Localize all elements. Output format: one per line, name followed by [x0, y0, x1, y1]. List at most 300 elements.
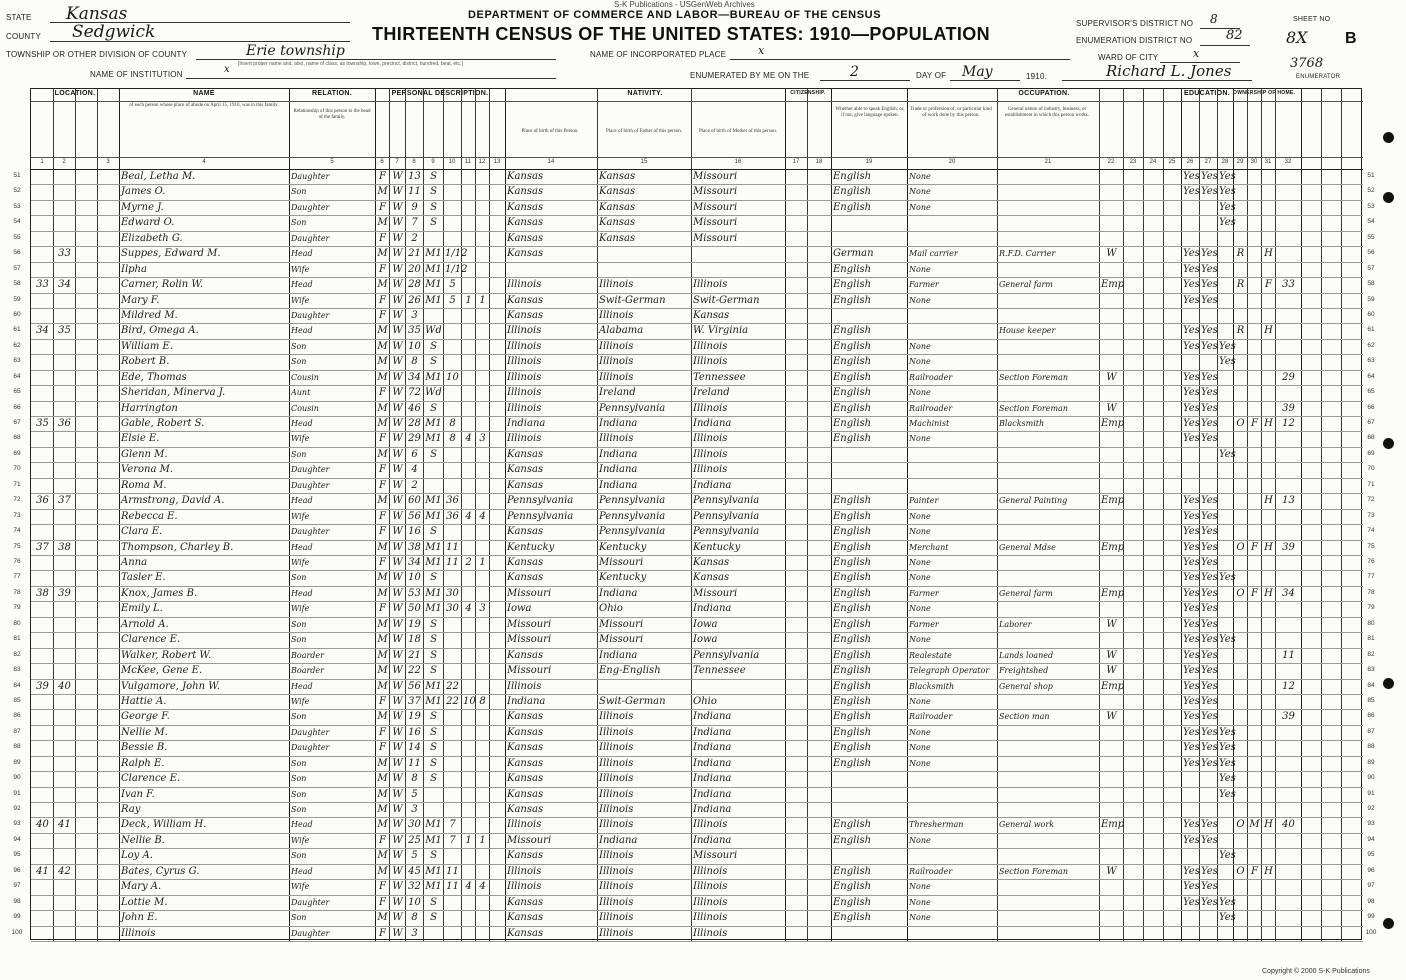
cell-age: 8 — [411, 356, 418, 368]
cell-sex: F — [379, 232, 386, 244]
column-number: 19 — [865, 159, 873, 165]
cell-name: Hattie A. — [121, 695, 167, 707]
cell-ms: Wd — [425, 325, 442, 337]
cell-race: W — [392, 232, 403, 244]
cell-age: 6 — [411, 448, 418, 460]
cell-name: Carner, Rolin W. — [121, 279, 204, 291]
column-divider — [97, 89, 98, 941]
cell-read: Yes — [1183, 526, 1200, 538]
row-number: 60 — [1367, 310, 1375, 318]
cell-ms: S — [430, 773, 437, 785]
cell-farm: H — [1264, 495, 1273, 507]
row-number: 77 — [13, 573, 21, 581]
cell-pob: Kansas — [507, 171, 544, 182]
year-suffix: 1910. — [1026, 72, 1048, 81]
cell-fpob: Illinois — [599, 279, 634, 291]
cell-lang: English — [833, 387, 872, 399]
cell-mpob: Kentucky — [693, 541, 741, 553]
cell-yrs: 11 — [446, 541, 459, 553]
cell-race: W — [392, 526, 403, 538]
cell-ms: S — [430, 726, 437, 738]
cell-fpob: Indiana — [599, 464, 638, 476]
cell-mpob: Indiana — [693, 726, 732, 738]
cell-name: Deck, William H. — [121, 819, 207, 831]
cell-sex: F — [379, 464, 386, 476]
institution-value: x — [224, 64, 230, 75]
cell-rel: Son — [291, 341, 307, 351]
cell-rel: Wife — [291, 835, 310, 845]
cell-yrs: 1/12 — [445, 248, 468, 260]
day-of-label: DAY OF — [916, 71, 947, 80]
column-divider — [907, 89, 908, 941]
cell-rel: Daughter — [291, 233, 330, 243]
cell-pob: Illinois — [507, 340, 542, 352]
cell-ind: Section Foreman — [999, 866, 1068, 876]
cell-race: W — [392, 402, 403, 414]
cell-trade: None — [909, 573, 931, 583]
cell-pob: Kansas — [507, 479, 544, 491]
cell-race: W — [392, 371, 403, 383]
stamp-number: 3768 — [1290, 56, 1324, 71]
row-number: 82 — [13, 650, 21, 658]
cell-race: W — [392, 695, 403, 707]
cell-ms: S — [430, 340, 437, 352]
cell-age: 56 — [408, 680, 421, 692]
row-number: 81 — [1367, 635, 1375, 643]
cell-age: 30 — [408, 819, 421, 831]
cell-own: O — [1236, 819, 1245, 831]
cell-rel: Head — [291, 249, 313, 259]
column-divider — [1261, 89, 1262, 941]
cell-sex: M — [377, 217, 388, 229]
cell-fpob: Kentucky — [599, 541, 647, 553]
cell-emp: Emp — [1101, 587, 1125, 599]
cell-trade: Railroader — [909, 866, 953, 876]
cell-name: George F. — [121, 711, 170, 723]
column-divider — [489, 89, 490, 941]
cell-trade: None — [909, 341, 931, 351]
cell-yrs: 11 — [446, 881, 459, 893]
row-number: 92 — [1367, 805, 1375, 813]
row-number: 88 — [1367, 743, 1375, 751]
cell-fpob: Ohio — [599, 603, 623, 615]
cell-age: 29 — [408, 433, 421, 445]
cell-name: Ede, Thomas — [121, 371, 187, 383]
row-number: 63 — [13, 357, 21, 365]
row-number: 75 — [13, 542, 21, 550]
ward-label: WARD OF CITY — [1098, 53, 1159, 62]
cell-trade: Realestate — [909, 650, 952, 660]
cell-sched: 33 — [1282, 279, 1295, 291]
cell-school: Yes — [1219, 572, 1236, 584]
cell-pob: Kansas — [507, 773, 544, 785]
cell-age: 3 — [411, 804, 418, 816]
cell-age: 28 — [408, 279, 421, 291]
cell-mpob: Missouri — [693, 850, 738, 862]
cell-dwelling: 39 — [36, 680, 49, 692]
punch-hole — [1383, 132, 1394, 143]
township-label: TOWNSHIP OR OTHER DIVISION OF COUNTY — [6, 50, 188, 59]
row-number: 56 — [13, 249, 21, 257]
column-divider — [1247, 89, 1248, 941]
cell-read: Yes — [1183, 649, 1200, 661]
cell-fpob: Kentucky — [599, 572, 647, 584]
cell-mpob: Swit-German — [693, 294, 760, 306]
township-line — [196, 59, 556, 60]
cell-race: W — [392, 495, 403, 507]
cell-write: Yes — [1201, 557, 1218, 568]
cell-emp: Emp — [1101, 819, 1125, 831]
row-number: 93 — [1367, 820, 1375, 828]
cell-free: F — [1251, 587, 1258, 599]
cell-race: W — [392, 479, 403, 491]
column-number: 30 — [1250, 159, 1258, 165]
cell-sex: M — [377, 448, 388, 460]
row-number: 78 — [13, 588, 21, 596]
column-number: 1 — [40, 159, 44, 165]
group-personal: PERSONAL DESCRIPTION. — [391, 90, 489, 97]
cell-ms: S — [430, 757, 437, 769]
cell-name: Nellie B. — [121, 834, 165, 846]
cell-read: Yes — [1183, 495, 1200, 507]
cell-born: 1 — [465, 834, 472, 846]
cell-fpob: Missouri — [599, 618, 644, 630]
cell-read: Yes — [1183, 881, 1200, 893]
cell-mpob: Illinois — [693, 356, 728, 368]
cell-trade: None — [909, 696, 931, 706]
cell-race: W — [392, 680, 403, 692]
cell-lang: English — [833, 279, 872, 291]
cell-rel: Wife — [291, 604, 310, 614]
cell-lang: English — [833, 186, 872, 198]
cell-rel: Son — [291, 851, 307, 861]
cell-dwelling: 41 — [36, 865, 49, 877]
cell-yrs: 5 — [449, 294, 456, 306]
cell-rel: Aunt — [291, 388, 311, 398]
cell-pob: Kansas — [507, 557, 544, 568]
row-number: 52 — [13, 187, 21, 195]
column-divider — [75, 89, 76, 941]
cell-family: 37 — [58, 495, 71, 507]
column-divider — [375, 89, 376, 941]
cell-pob: Kansas — [507, 896, 544, 908]
cell-sex: M — [377, 356, 388, 368]
cell-fpob: Eng-English — [599, 665, 661, 677]
cell-read: Yes — [1183, 387, 1200, 399]
cell-ms: S — [430, 649, 437, 661]
row-number: 67 — [1367, 419, 1375, 427]
cell-pob: Kansas — [507, 927, 544, 939]
column-divider — [1181, 89, 1182, 941]
cell-race: W — [392, 881, 403, 893]
cell-read: Yes — [1183, 263, 1200, 275]
cell-race: W — [392, 572, 403, 584]
row-number: 93 — [13, 820, 21, 828]
cell-name: Ralph E. — [121, 757, 165, 769]
column-divider — [475, 89, 476, 941]
row-number: 70 — [1367, 465, 1375, 473]
cell-mpob: Pennsylvania — [693, 495, 760, 507]
column-divider — [597, 89, 598, 941]
row-number: 91 — [1367, 789, 1375, 797]
column-divider — [1143, 89, 1144, 941]
cell-pob: Illinois — [507, 881, 542, 893]
cell-sched: 11 — [1282, 649, 1295, 661]
cell-name: Clarence E. — [121, 773, 181, 785]
row-number: 85 — [13, 696, 21, 704]
cell-rel: Wife — [291, 511, 310, 521]
cell-dwelling: 36 — [36, 495, 49, 507]
cell-lang: English — [833, 526, 872, 538]
cell-sex: M — [377, 773, 388, 785]
cell-write: Yes — [1201, 726, 1218, 738]
cell-ind: General farm — [999, 588, 1053, 598]
cell-rel: Boarder — [291, 650, 324, 660]
cell-mpob: Kansas — [693, 572, 730, 584]
cell-ms: S — [430, 171, 437, 182]
cell-race: W — [392, 726, 403, 738]
cell-trade: None — [909, 527, 931, 537]
cell-name: Beal, Letha M. — [121, 171, 196, 182]
punch-hole — [1383, 438, 1394, 449]
row-number: 100 — [1365, 928, 1377, 936]
cell-fpob: Illinois — [599, 896, 634, 908]
cell-age: 22 — [408, 665, 421, 677]
cell-farm: H — [1264, 865, 1273, 877]
cell-sex: M — [377, 541, 388, 553]
cell-age: 16 — [408, 526, 421, 538]
cell-age: 18 — [408, 634, 421, 646]
cell-lang: English — [833, 201, 872, 213]
cell-pob: Kansas — [507, 217, 544, 229]
cell-rel: Son — [291, 805, 307, 815]
row-number: 73 — [13, 511, 21, 519]
cell-lang: English — [833, 819, 872, 831]
cell-sex: F — [379, 927, 386, 939]
cell-rel: Daughter — [291, 202, 330, 212]
cell-free: F — [1251, 541, 1258, 553]
cell-lang: English — [833, 665, 872, 677]
cell-fpob: Missouri — [599, 557, 644, 568]
cell-pob: Missouri — [507, 634, 552, 646]
row-number: 77 — [1367, 573, 1375, 581]
cell-yrs: 22 — [446, 680, 459, 692]
cell-name: Harrington — [121, 402, 178, 414]
cell-ms: M1 — [425, 834, 442, 846]
cell-sex: F — [379, 526, 386, 538]
cell-sex: F — [379, 309, 386, 321]
punch-hole — [1383, 192, 1394, 203]
cell-own: O — [1236, 541, 1245, 553]
cell-read: Yes — [1183, 510, 1200, 522]
cell-mpob: Ireland — [693, 387, 730, 399]
cell-school: Yes — [1219, 356, 1236, 368]
cell-ms: S — [430, 912, 437, 924]
cell-born: 10 — [463, 695, 476, 707]
cell-read: Yes — [1183, 695, 1200, 707]
column-divider — [1341, 89, 1342, 941]
cell-mpob: Indiana — [693, 757, 732, 769]
cell-age: 11 — [408, 757, 421, 769]
cell-name: Robert B. — [121, 356, 170, 368]
cell-sex: M — [377, 850, 388, 862]
cell-rel: Son — [291, 774, 307, 784]
header-pob-person: Place of birth of this Person. — [521, 129, 579, 134]
cell-race: W — [392, 248, 403, 260]
cell-school: Yes — [1219, 788, 1236, 800]
cell-ms: M1 — [425, 587, 442, 599]
cell-trade: Railroader — [909, 372, 953, 382]
row-number: 69 — [1367, 449, 1375, 457]
cell-write: Yes — [1201, 742, 1218, 754]
cell-rel: Head — [291, 280, 313, 290]
cell-pob: Kansas — [507, 526, 544, 538]
cell-lang: English — [833, 510, 872, 522]
cell-pob: Illinois — [507, 371, 542, 383]
cell-fpob: Illinois — [599, 340, 634, 352]
cell-dwelling: 40 — [36, 819, 49, 831]
column-divider — [1099, 89, 1100, 941]
cell-emp: Emp — [1101, 680, 1125, 692]
census-title: THIRTEENTH CENSUS OF THE UNITED STATES: 1910—POPULATION — [372, 24, 991, 44]
cell-pob: Kansas — [507, 572, 544, 584]
cell-write: Yes — [1201, 695, 1218, 707]
cell-race: W — [392, 325, 403, 337]
cell-rel: Head — [291, 496, 313, 506]
column-divider — [1163, 89, 1164, 941]
cell-write: Yes — [1201, 279, 1218, 291]
cell-write: Yes — [1201, 433, 1218, 445]
cell-emp: W — [1106, 618, 1117, 630]
cell-pob: Illinois — [507, 279, 542, 291]
cell-mpob: Missouri — [693, 171, 738, 182]
enumeration-value: 82 — [1226, 28, 1243, 43]
sheet-value: 8X — [1286, 28, 1308, 47]
cell-read: Yes — [1183, 402, 1200, 414]
cell-ind: Laborer — [999, 619, 1032, 629]
cell-race: W — [392, 634, 403, 646]
cell-age: 53 — [408, 587, 421, 599]
row-number: 59 — [1367, 295, 1375, 303]
row-number: 55 — [13, 233, 21, 241]
column-number: 21 — [1044, 159, 1052, 165]
row-number: 74 — [13, 527, 21, 535]
cell-ind: House keeper — [999, 326, 1056, 336]
supervisor-label: SUPERVISOR'S DISTRICT NO — [1076, 19, 1194, 28]
column-divider — [461, 89, 462, 941]
column-number: 5 — [330, 159, 334, 165]
row-number: 64 — [13, 372, 21, 380]
cell-ms: S — [430, 402, 437, 414]
row-number: 95 — [13, 851, 21, 859]
census-table — [30, 88, 1362, 940]
cell-living: 4 — [479, 510, 486, 522]
cell-race: W — [392, 834, 403, 846]
row-number: 61 — [13, 326, 21, 334]
cell-fpob: Indiana — [599, 587, 638, 599]
column-divider — [505, 89, 506, 941]
row-number: 53 — [1367, 202, 1375, 210]
cell-read: Yes — [1183, 834, 1200, 846]
row-number: 99 — [13, 913, 21, 921]
cell-write: Yes — [1201, 711, 1218, 723]
cell-race: W — [392, 773, 403, 785]
cell-race: W — [392, 788, 403, 800]
cell-school: Yes — [1219, 217, 1236, 229]
row-number: 79 — [1367, 604, 1375, 612]
cell-ms: M1 — [425, 510, 442, 522]
cell-sex: M — [377, 865, 388, 877]
cell-mpob: Illinois — [693, 865, 728, 877]
cell-living: 8 — [479, 695, 486, 707]
column-divider — [997, 89, 998, 941]
cell-ms: M1 — [425, 279, 442, 291]
cell-lang: English — [833, 263, 872, 275]
cell-born: 1 — [465, 294, 472, 306]
cell-emp: Emp — [1101, 279, 1125, 291]
cell-race: W — [392, 865, 403, 877]
cell-age: 19 — [408, 711, 421, 723]
cell-school: Yes — [1219, 726, 1236, 738]
row-number: 54 — [13, 218, 21, 226]
cell-mpob: Iowa — [693, 634, 718, 646]
cell-trade: Blacksmith — [909, 681, 955, 691]
cell-mpob: Illinois — [693, 464, 728, 476]
cell-mpob: Illinois — [693, 912, 728, 924]
cell-race: W — [392, 541, 403, 553]
cell-pob: Missouri — [507, 587, 552, 599]
cell-age: 9 — [411, 201, 418, 213]
cell-mpob: Illinois — [693, 896, 728, 908]
cell-pob: Illinois — [507, 387, 542, 399]
cell-rel: Son — [291, 758, 307, 768]
cell-read: Yes — [1183, 171, 1200, 182]
cell-living: 3 — [479, 603, 486, 615]
group-citizenship: CITIZENSHIP. — [790, 90, 826, 96]
cell-name: John E. — [121, 912, 158, 924]
cell-name: Ivan F. — [121, 788, 155, 800]
cell-dwelling: 37 — [36, 541, 49, 553]
cell-rel: Daughter — [291, 897, 330, 907]
cell-fpob: Pennsylvania — [599, 495, 666, 507]
column-number: 24 — [1149, 159, 1157, 165]
cell-trade: None — [909, 882, 931, 892]
column-divider — [389, 89, 390, 941]
column-number: 31 — [1264, 159, 1272, 165]
column-number: 23 — [1129, 159, 1137, 165]
cell-lang: English — [833, 371, 872, 383]
cell-own: R — [1236, 325, 1245, 337]
cell-sex: M — [377, 279, 388, 291]
row-number: 69 — [13, 449, 21, 457]
cell-write: Yes — [1201, 680, 1218, 692]
cell-own: O — [1236, 865, 1245, 877]
cell-write: Yes — [1201, 665, 1218, 677]
cell-lang: English — [833, 649, 872, 661]
cell-ms: S — [430, 217, 437, 229]
cell-race: W — [392, 557, 403, 568]
row-number: 72 — [13, 496, 21, 504]
cell-emp: Emp — [1101, 541, 1125, 553]
cell-sex: F — [379, 433, 386, 445]
cell-write: Yes — [1201, 634, 1218, 646]
cell-age: 3 — [411, 309, 418, 321]
cell-school: Yes — [1219, 186, 1236, 198]
cell-write: Yes — [1201, 510, 1218, 522]
cell-trade: None — [909, 758, 931, 768]
cell-mpob: Illinois — [693, 279, 728, 291]
cell-sex: F — [379, 881, 386, 893]
